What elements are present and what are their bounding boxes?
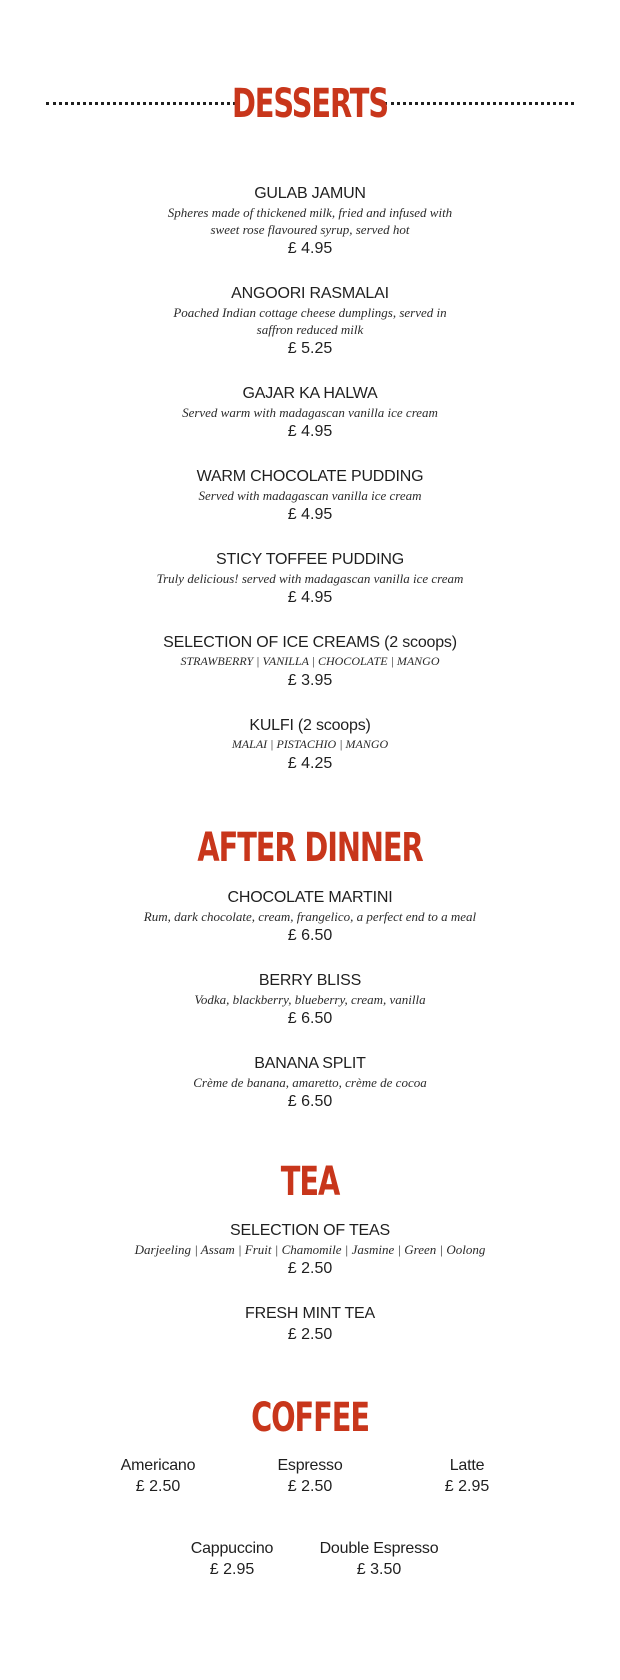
item-price: £ 6.50 (287, 1010, 333, 1027)
item-description: Rum, dark chocolate, cream, frangelico, a perfect end to a meal (143, 909, 477, 924)
menu-item-banana-split (0, 1054, 620, 1113)
item-name: Cappuccino (190, 1540, 274, 1557)
item-name: Latte (449, 1457, 485, 1474)
item-description: MALAI | PISTACHIO | MANGO (231, 737, 389, 751)
item-name: SELECTION OF TEAS (230, 1222, 390, 1239)
item-description: STRAWBERRY | VANILLA | CHOCOLATE | MANGO (180, 654, 440, 668)
item-price: £ 2.50 (287, 1326, 333, 1343)
menu-item-double-espresso (299, 1539, 459, 1581)
item-price: £ 3.50 (356, 1561, 402, 1578)
item-description: Spheres made of thickened milk, fried and infused with sweet rose flavoured syrup, served hot (167, 205, 453, 237)
section-title-coffee: COFFEE (251, 1395, 369, 1441)
item-description: Truly delicious! served with madagascan vanilla ice cream (156, 571, 464, 586)
item-description: Crème de banana, amaretto, crème de cocoa (193, 1075, 427, 1090)
item-description: Served with madagascan vanilla ice cream (198, 488, 422, 503)
item-name: FRESH MINT TEA (245, 1305, 375, 1322)
item-name: GULAB JAMUN (254, 185, 366, 202)
item-name: KULFI (2 scoops) (249, 717, 371, 734)
item-price: £ 2.50 (287, 1478, 333, 1495)
item-name: GAJAR KA HALWA (242, 385, 378, 402)
item-price: £ 2.50 (135, 1478, 181, 1495)
menu-item-angoori-rasmalai (0, 284, 620, 360)
section-title-desserts: DESSERTS (231, 81, 389, 127)
item-name: WARM CHOCOLATE PUDDING (196, 468, 424, 485)
item-name: Double Espresso (319, 1540, 439, 1557)
item-description: Darjeeling | Assam | Fruit | Chamomile | Jasmine | Green | Oolong (134, 1242, 486, 1257)
menu-item-gulab-jamun (0, 184, 620, 260)
item-name: CHOCOLATE MARTINI (227, 889, 393, 906)
item-price: £ 4.25 (287, 755, 333, 772)
item-name: BANANA SPLIT (254, 1055, 366, 1072)
menu-item-sticky-toffee-pudding (0, 550, 620, 609)
item-price: £ 6.50 (287, 927, 333, 944)
item-price: £ 4.95 (287, 506, 333, 523)
item-name: Espresso (277, 1457, 343, 1474)
item-price: £ 4.95 (287, 589, 333, 606)
item-price: £ 2.95 (209, 1561, 255, 1578)
item-name: ANGOORI RASMALAI (231, 285, 389, 302)
menu-item-ice-creams (0, 633, 620, 692)
menu-item-latte (387, 1456, 547, 1498)
item-price: £ 2.50 (287, 1260, 333, 1277)
menu-item-cappuccino (152, 1539, 312, 1581)
menu-item-chocolate-martini (0, 888, 620, 947)
item-price: £ 5.25 (287, 340, 333, 357)
item-price: £ 6.50 (287, 1093, 333, 1110)
item-name: BERRY BLISS (258, 972, 362, 989)
item-price: £ 2.95 (444, 1478, 490, 1495)
menu-item-kulfi (0, 716, 620, 775)
menu-item-espresso (230, 1456, 390, 1498)
item-price: £ 3.95 (287, 672, 333, 689)
menu-item-fresh-mint-tea (0, 1304, 620, 1346)
item-price: £ 4.95 (287, 423, 333, 440)
menu-item-gajar-ka-halwa (0, 384, 620, 443)
menu-item-americano (78, 1456, 238, 1498)
item-name: STICY TOFFEE PUDDING (215, 551, 405, 568)
item-description: Vodka, blackberry, blueberry, cream, vanilla (194, 992, 426, 1007)
menu-item-warm-chocolate-pudding (0, 467, 620, 526)
menu-item-selection-of-teas (0, 1221, 620, 1280)
item-name: SELECTION OF ICE CREAMS (2 scoops) (163, 634, 457, 651)
item-description: Served warm with madagascan vanilla ice cream (182, 405, 438, 420)
item-name: Americano (120, 1457, 196, 1474)
item-price: £ 4.95 (287, 240, 333, 257)
menu-item-berry-bliss (0, 971, 620, 1030)
item-description: Poached Indian cottage cheese dumplings, served in saffron reduced milk (173, 305, 447, 337)
section-title-after-dinner: AFTER DINNER (197, 825, 423, 871)
section-title-tea: TEA (280, 1159, 340, 1205)
